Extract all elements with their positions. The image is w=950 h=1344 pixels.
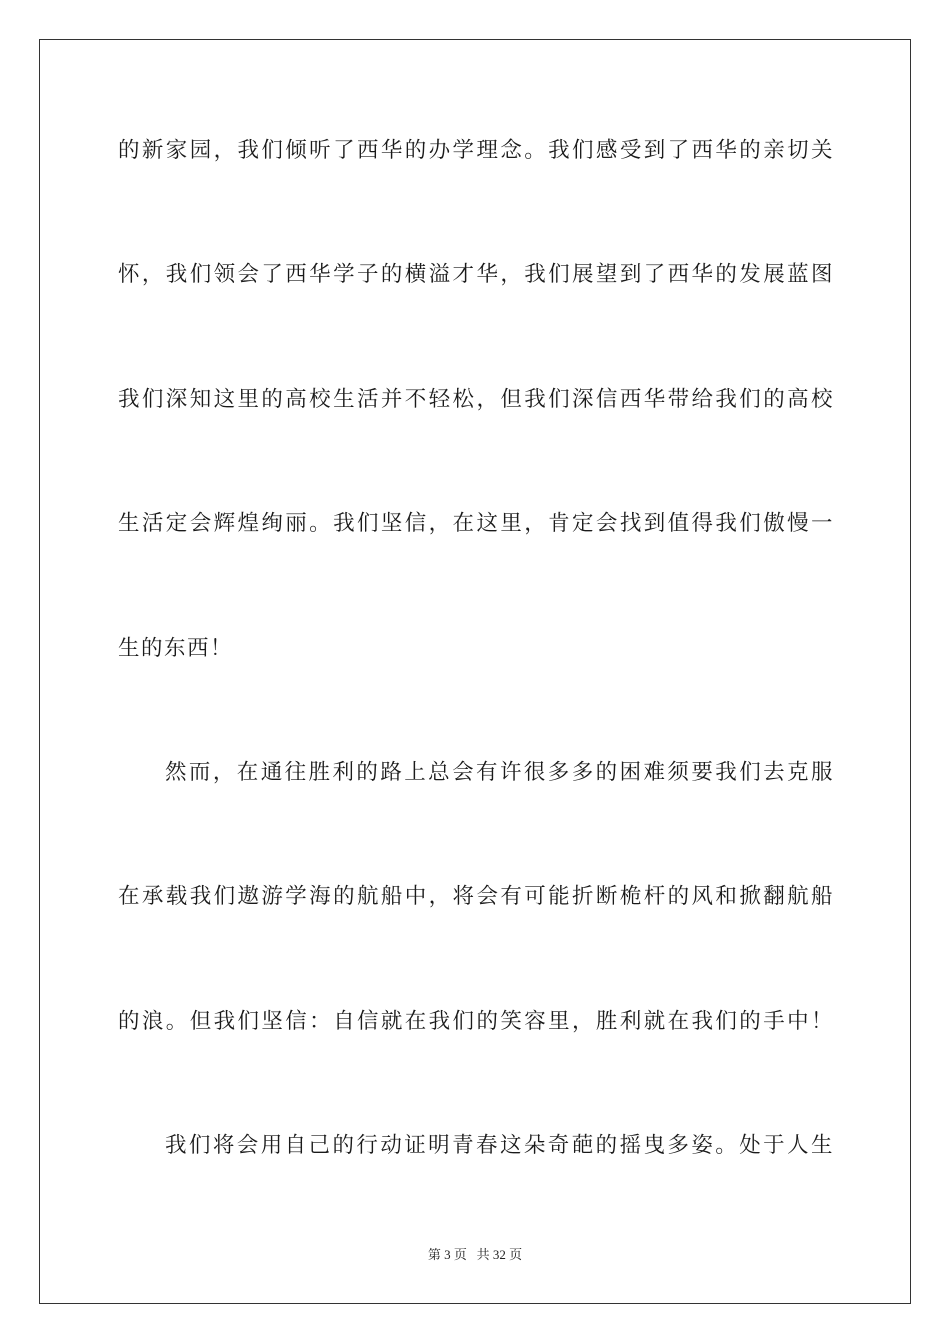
page-footer xyxy=(0,1246,950,1264)
text-line-8: 的浪。但我们坚信：自信就在我们的笑容里，胜利就在我们的手中！ xyxy=(118,1009,834,1034)
text-line-6: 然而，在通往胜利的路上总会有许很多多的困难须要我们去克服 xyxy=(165,760,834,785)
text-line-4: 生活定会辉煌绚丽。我们坚信，在这里，肯定会找到值得我们傲慢一 xyxy=(118,511,834,536)
text-line-1: 的新家园，我们倾听了西华的办学理念。我们感受到了西华的亲切关 xyxy=(118,138,834,163)
page-number: 第 3 页 xyxy=(427,1247,467,1262)
text-line-5: 生的东西！ xyxy=(118,636,234,661)
page-total: 共 32 页 xyxy=(476,1247,523,1262)
page-border xyxy=(39,39,911,1304)
text-line-2: 怀，我们领会了西华学子的横溢才华，我们展望到了西华的发展蓝图 xyxy=(118,262,834,287)
text-line-3: 我们深知这里的高校生活并不轻松，但我们深信西华带给我们的高校 xyxy=(118,387,834,412)
text-line-7: 在承载我们遨游学海的航船中，将会有可能折断桅杆的风和掀翻航船 xyxy=(118,884,834,909)
text-line-9: 我们将会用自己的行动证明青春这朵奇葩的摇曳多姿。处于人生 xyxy=(165,1133,834,1158)
